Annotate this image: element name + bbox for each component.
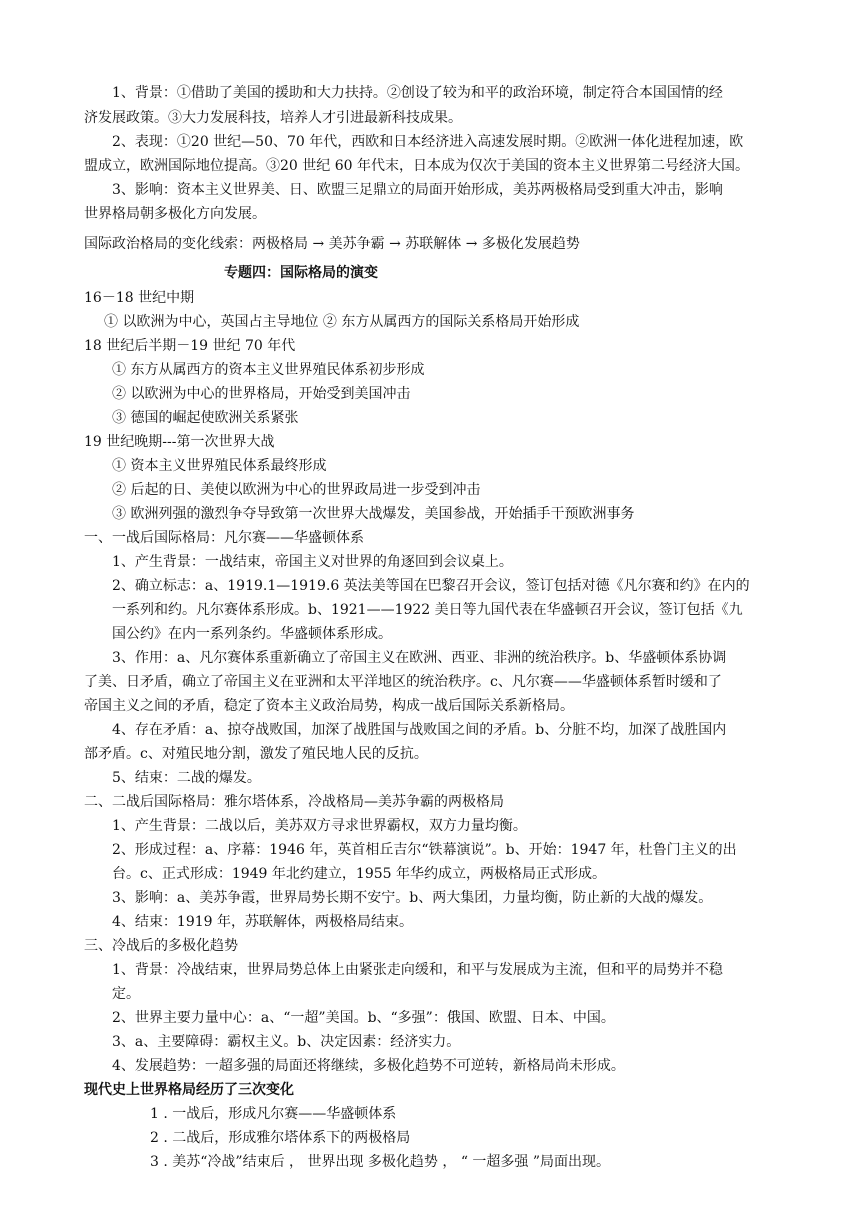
paragraph-impact-line: 世界格局朝多极化方向发展。 (84, 206, 266, 222)
section-item-continuation: 帝国主义之间的矛盾，稳定了资本主义政治局势，构成一战后国际关系新格局。 (84, 698, 574, 714)
section-item: 2、确立标志：a、1919.1—1919.6 英法美等国在巴黎召开会议，签订包括对德《凡尔赛和约》在内的 (112, 578, 750, 594)
paragraph-performance-line: 盟成立，欧洲国际地位提高。③20 世纪 60 年代末，日本成为仅次于美国的资本主义世界第二号经济大国。 (84, 158, 749, 174)
section-item: 2、形成过程：a、序幕：1946 年，英首相丘吉尔“铁幕演说”。b、开始：1947 年，杜鲁门主义的出 (112, 842, 737, 858)
period-item: ② 以欧洲为中心的世界格局，开始受到美国冲击 (112, 386, 411, 402)
section-item-continuation: 国公约》在内一系列条约。华盛顿体系形成。 (112, 626, 392, 642)
section-item-continuation: 了美、日矛盾，确立了帝国主义在亚洲和太平洋地区的统治秩序。c、凡尔赛——华盛顿体系暂时缓和了 (84, 674, 722, 690)
section-item: 1、背景：冷战结束，世界局势总体上由紧张走向缓和，和平与发展成为主流，但和平的局势并不稳 (112, 962, 723, 978)
period-item: ① 以欧洲为中心，英国占主导地位 ② 东方从属西方的国际关系格局开始形成 (104, 314, 580, 330)
section-item-continuation: 台。c、正式形成：1949 年北约建立，1955 年华约成立，两极格局正式形成。 (112, 866, 606, 882)
period-item: ① 东方从属西方的资本主义世界殖民体系初步形成 (112, 362, 425, 378)
section-item: 3、作用：a、凡尔赛体系重新确立了帝国主义在欧洲、西亚、非洲的统治秩序。b、华盛顿体系协调 (112, 650, 727, 666)
section-item: 3、a、主要障碍：霸权主义。b、决定因素：经济实力。 (112, 1034, 461, 1050)
paragraph-background-line: 1、背景：①借助了美国的援助和大力扶持。②创设了较为和平的政治环境，制定符合本国国情的经 (112, 85, 723, 101)
summary-heading: 现代史上世界格局经历了三次变化 (84, 1082, 294, 1098)
section-heading: 一、一战后国际格局：凡尔赛——华盛顿体系 (84, 530, 364, 546)
summary-item: 2 . 二战后，形成雅尔塔体系下的两极格局 (150, 1130, 411, 1146)
clue-line: 国际政治格局的变化线索：两极格局 → 美苏争霸 → 苏联解体 → 多极化发展趋势 (84, 236, 580, 252)
paragraph-background-line: 济发展政策。③大力发展科技，培养人才引进最新科技成果。 (84, 110, 462, 126)
section-item: 1、产生背景：二战以后，美苏双方寻求世界霸权，双方力量均衡。 (112, 818, 527, 834)
period-heading: 18 世纪后半期－19 世纪 70 年代 (84, 338, 296, 354)
section-item-continuation: 定。 (112, 986, 140, 1002)
section-item: 2、世界主要力量中心：a、“一超”美国。b、“多强”：俄国、欧盟、日本、中国。 (112, 1010, 615, 1026)
section-heading: 二、二战后国际格局：雅尔塔体系，冷战格局—美苏争霸的两极格局 (84, 794, 504, 810)
section-item-continuation: 一系列和约。凡尔赛体系形成。b、1921——1922 美日等九国代表在华盛顿召开会议，签订包括《九 (112, 602, 743, 618)
period-heading: 19 世纪晚期---第一次世界大战 (84, 434, 275, 450)
topic-title: 专题四：国际格局的演变 (224, 265, 378, 281)
summary-item: 3 . 美苏“冷战”结束后 ， 世界出现 多极化趋势 ， “ 一超多强 ”局面出现。 (150, 1154, 611, 1170)
paragraph-impact-line: 3、影响：资本主义世界美、日、欧盟三足鼎立的局面开始形成，美苏两极格局受到重大冲击，影响 (112, 182, 723, 198)
section-item: 5、结束：二战的爆发。 (112, 770, 261, 786)
period-heading: 16－18 世纪中期 (84, 290, 195, 306)
section-item: 4、发展趋势：一超多强的局面还将继续，多极化趋势不可逆转，新格局尚未形成。 (112, 1058, 625, 1074)
paragraph-performance-line: 2、表现：①20 世纪—50、70 年代，西欧和日本经济进入高速发展时期。②欧洲一体化进程加速，欧 (112, 134, 744, 150)
period-item: ③ 欧洲列强的激烈争夺导致第一次世界大战爆发，美国参战，开始插手干预欧洲事务 (112, 506, 635, 522)
summary-item: 1 . 一战后，形成凡尔赛——华盛顿体系 (150, 1106, 397, 1122)
section-heading: 三、冷战后的多极化趋势 (84, 938, 238, 954)
period-item: ③ 德国的崛起使欧洲关系紧张 (112, 410, 299, 426)
section-item: 3、影响：a、美苏争霞，世界局势长期不安宁。b、两大集团，力量均衡，防止新的大战的爆发。 (112, 890, 713, 906)
section-item: 4、结束：1919 年，苏联解体，两极格局结束。 (112, 914, 413, 930)
section-item-continuation: 部矛盾。c、对殖民地分割，激发了殖民地人民的反抗。 (84, 746, 428, 762)
period-item: ② 后起的日、美使以欧洲为中心的世界政局进一步受到冲击 (112, 482, 481, 498)
section-item: 1、产生背景：一战结束，帝国主义对世界的角逐回到会议桌上。 (112, 554, 513, 570)
section-item: 4、存在矛盾：a、掠夺战败国，加深了战胜国与战败国之间的矛盾。b、分脏不均，加深了战胜国内 (112, 722, 727, 738)
period-item: ① 资本主义世界殖民体系最终形成 (112, 458, 327, 474)
